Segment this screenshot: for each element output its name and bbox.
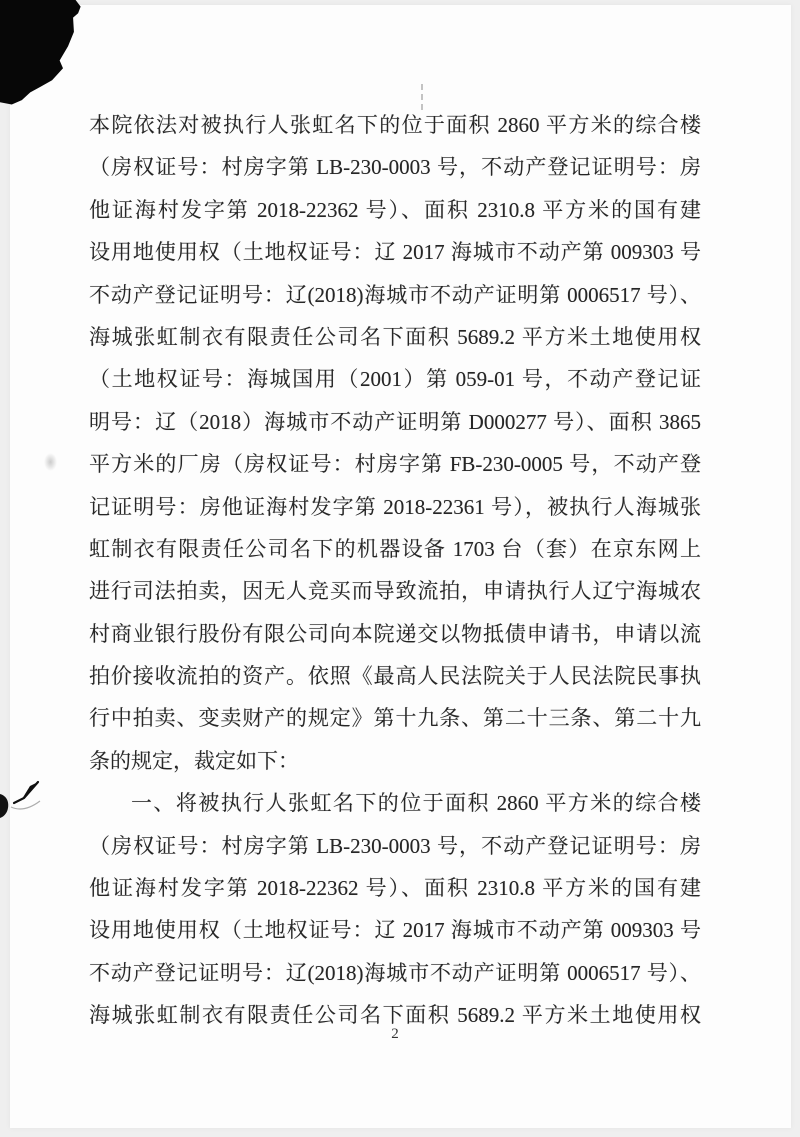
left-edge-ink-marks-icon [0,772,60,842]
text-line: 村商业银行股份有限公司向本院递交以物抵债申请书，申请以流 [89,621,701,646]
text-line: 进行司法拍卖，因无人竞买而导致流拍，申请执行人辽宁海城农 [89,579,701,604]
text-line: 记证明号：房他证海村发字第 2018-22361 号），被执行人海城张 [89,494,701,519]
text-line: 不动产登记证明号：辽(2018)海城市不动产证明第 0006517 号）、 [89,960,701,985]
text-line: 本院依法对被执行人张虹名下的位于面积 2860 平方米的综合楼 [89,113,701,137]
text-line: 虹制衣有限责任公司名下的机器设备 1703 台（套）在京东网上 [89,536,701,561]
page-number: 2 [391,1026,399,1042]
text-line: 明号：辽（2018）海城市不动产证明第 D000277 号）、面积 3865 [89,409,701,434]
text-line: 设用地使用权（土地权证号：辽 2017 海城市不动产第 009303 号 [89,918,701,943]
text-line: 设用地使用权（土地权证号：辽 2017 海城市不动产第 009303 号 [89,240,701,265]
text-line: 条的规定，裁定如下： [89,748,299,773]
text-line: （房权证号：村房字第 LB-230-0003 号，不动产登记证明号：房 [89,155,701,180]
text-line: 一、将被执行人张虹名下的位于面积 2860 平方米的综合楼 [131,791,701,816]
text-line: 拍价接收流拍的资产。依照《最高人民法院关于人民法院民事执 [89,664,701,689]
document-body [89,104,701,1037]
text-line: 海城张虹制衣有限责任公司名下面积 5689.2 平方米土地使用权 [89,324,701,349]
text-line: 他证海村发字第 2018-22362 号）、面积 2310.8 平方米的国有建 [89,197,701,222]
text-line: （土地权证号：海城国用（2001）第 059-01 号，不动产登记证 [89,367,701,392]
text-line: 平方米的厂房（房权证号：村房字第 FB-230-0005 号，不动产登 [89,452,701,477]
text-line: （房权证号：村房字第 LB-230-0003 号，不动产登记证明号：房 [89,833,701,858]
text-line: 海城张虹制衣有限责任公司名下面积 5689.2 平方米土地使用权 [89,1003,701,1028]
smudge-mark [44,453,57,471]
text-line: 他证海村发字第 2018-22362 号）、面积 2310.8 平方米的国有建 [89,876,701,901]
text-line: 不动产登记证明号：辽(2018)海城市不动产证明第 0006517 号）、 [89,282,701,307]
text-line: 行中拍卖、变卖财产的规定》第十九条、第二十三条、第二十九 [89,706,701,731]
